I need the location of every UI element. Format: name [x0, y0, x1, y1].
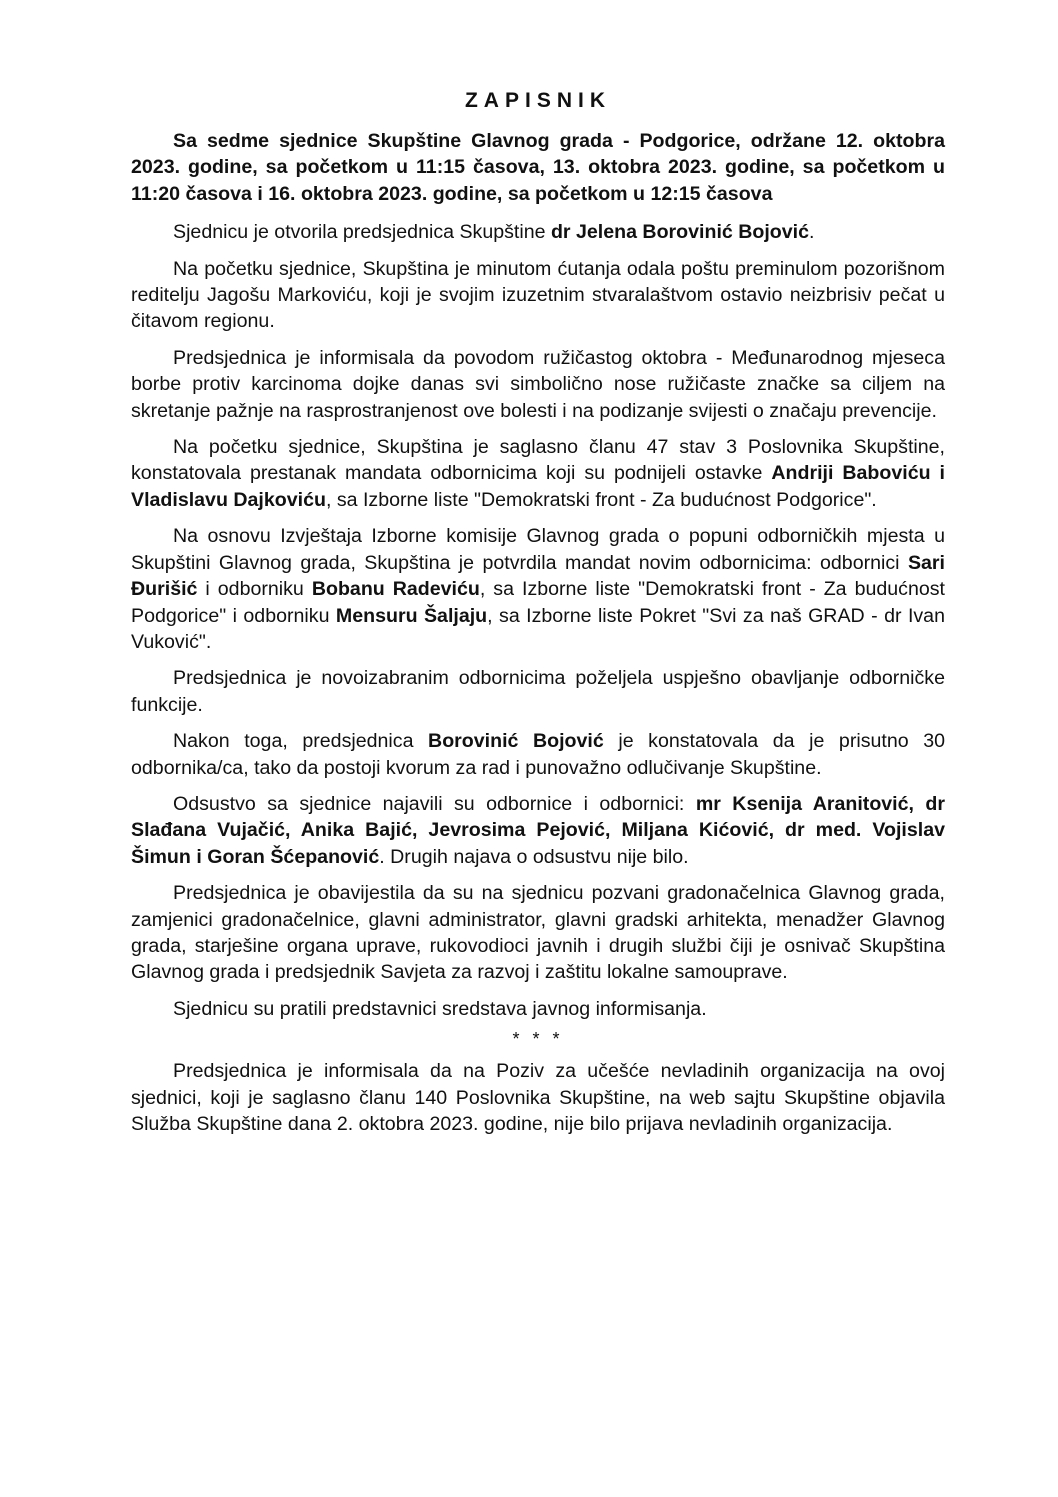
absent-councillors: mr Ksenija Aranitović, dr Slađana Vujačić, Anika Bajić, Jevrosima Pejović, Miljana Kićović, dr med. Vojislav Šimun i Goran Šćepanović	[131, 792, 945, 868]
document-page	[131, 88, 945, 1147]
paragraph-invitees: Predsjednica je obavijestila da su na sjednicu pozvani gradonačelnica Glavnog grada, zamjenici gradonačelnice, glavni administrator, glavni gradski arhitekta, menadžer Glavnog grada, starješine organa uprave, rukovodioci javnih i drugih službi čiji je osnivač Skupština Glavnog grada i predsjednik Savjeta za razvoj i zaštitu lokalne samouprave.	[131, 882, 945, 984]
intro-paragraph: Sa sedme sjednice Skupštine Glavnog grada - Podgorice, održane 12. oktobra 2023. godine, sa početkom u 11:15 časova, 13. oktobra 2023. godine, sa početkom u 11:20 časova i 16. oktobra 2023. godine, sa početkom u 12:15 časova	[131, 130, 945, 205]
resigned-councillors: Andriji Baboviću i Vladislavu Dajkoviću	[131, 462, 945, 511]
paragraph-ngo-invitation: Predsjednica je informisala da na Poziv za učešće nevladinih organizacija na ovoj sjednici, koji je saglasno članu 140 Poslovnika Skupštine, na web sajtu Skupštine objavila Služba Skupštine dana 2. oktobra 2023. godine, nije bilo prijava nevladinih organizacija.	[131, 1060, 945, 1135]
section-separator: * * *	[512, 1029, 564, 1050]
new-councillor-2: Bobanu Radeviću	[311, 578, 480, 601]
paragraph-session-opened: Sjednicu je otvorila predsjednica Skupštine dr Jelena Borovinić Bojović.	[173, 221, 815, 244]
chairperson-surname: Borovinić Bojović	[428, 730, 604, 753]
paragraph-mandate-confirmation: Na osnovu Izvještaja Izborne komisije Glavnog grada o popuni odborničkih mjesta u Skupštini Glavnog grada, Skupština je potvrdila mandat novim odbornicima: odbornici Sari Đurišić i odborniku Bobanu Radeviću, sa Izborne liste "Demokratski front - Za budućnost Podgorice" i odborniku Mensuru Šaljaju, sa Izborne liste Pokret "Svi za naš GRAD - dr Ivan Vuković".	[131, 525, 945, 653]
new-councillor-1: Sari Đurišić	[131, 551, 945, 601]
paragraph-mandate-termination: Na početku sjednice, Skupština je saglasno članu 47 stav 3 Poslovnika Skupštine, konstatovala prestanak mandata odbornicima koji su podnijeli ostavke Andriji Baboviću i Vladislavu Dajkoviću, sa Izborne liste "Demokratski front - Za budućnost Podgorice".	[131, 436, 945, 511]
document-title: ZAPISNIK	[464, 89, 611, 112]
new-councillor-3: Mensuru Šaljaju	[335, 604, 488, 627]
paragraph-moment-of-silence: Na početku sjednice, Skupština je minutom ćutanja odala poštu preminulom pozorišnom reditelju Jagošu Markoviću, koji je svojim izuzetnim stvaralaštvom ostavio neizbrisiv pečat u čitavom regionu.	[131, 257, 945, 333]
paragraph-congratulations: Predsjednica je novoizabranim odbornicima poželjela uspješno obavljanje odborničke funkcije.	[131, 667, 945, 716]
chairperson-name: dr Jelena Borovinić Bojović	[550, 221, 810, 244]
paragraph-absences: Odsustvo sa sjednice najavili su odbornice i odbornici: mr Ksenija Aranitović, dr Slađana Vujačić, Anika Bajić, Jevrosima Pejović, Miljana Kićović, dr med. Vojislav Šimun i Goran Šćepanović. Drugih najava o odsustvu nije bilo.	[131, 792, 945, 868]
paragraph-quorum: Nakon toga, predsjednica Borovinić Bojović je konstatovala da je prisutno 30 odbornika/ca, tako da postoji kvorum za rad i punovažno odlučivanje Skupštine.	[131, 730, 946, 779]
paragraph-pink-october: Predsjednica je informisala da povodom ružičastog oktobra - Međunarodnog mjeseca borbe protiv karcinoma dojke danas svi simbolično nose ružičaste značke sa ciljem na skretanje pažnje na rasprostranjenost ove bolesti i na podizanje svijesti o značaju prevencije.	[131, 346, 945, 422]
paragraph-media: Sjednicu su pratili predstavnici sredstava javnog informisanja.	[173, 997, 707, 1020]
